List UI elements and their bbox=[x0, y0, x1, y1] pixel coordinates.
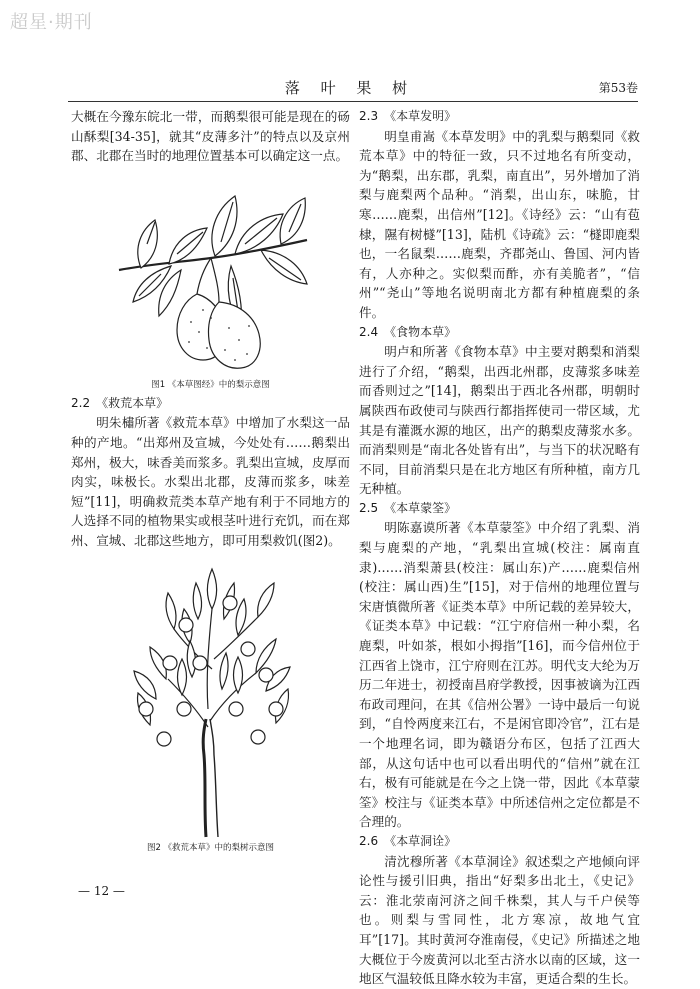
paragraph: 清沈穆所著《本草洞诠》叙述梨之产地倾向评论性与援引旧典，指出“好梨多出北土，《史记》云：淮北荥南河济之间千株梨，其人与千户侯等也。则梨与雪同性，北方寒凉，故地气宜耳”[17]。其时黄河夺淮南侵，《史记》所描述之地大概位于今废黄河以北至古济水以南的区域，这一地区气温较低且降水较为丰富，更适合梨的生长。 bbox=[359, 853, 640, 987]
section-heading: 2.3 《本草发明》 bbox=[359, 109, 457, 123]
watermark-logo: 超星·期刊 bbox=[10, 12, 93, 33]
figure-1-caption: 图1 《本草图经》中的梨示意图 bbox=[151, 379, 270, 390]
paragraph: 明陈嘉谟所著《本草蒙筌》中介绍了乳梨、消梨与鹿梨的产地，“乳梨出宣城(校注：属南直隶)……消梨萧县(校注：属山东)产……鹿梨信州(校注：属山西)生”[15]，对于信州的地理位置与宋唐慎微所著《证类本草》中所记载的差异较大，《证类本草》中记载：“江宁府信州一种小梨，名鹿梨，叶如茶，根如小拇指”[16]，而今信州位于江西省上饶市，江宁府则在江苏。明代支大纶为万历二年进士，初授南昌府学教授，因事被谪为江西布政司理问，在其《信州公署》一诗中最后一句说到，“自怜两度来江右，不是闲官即冷官”，江右是一个地理名词，即为赣语分布区，包括了江西大部，从这句话中也可以看出明代的“信州”就在江右，极有可能就是在今之上饶一带，因此《本草蒙筌》校注与《证类本草》中所述信州之定位都是不合理的。 bbox=[359, 520, 640, 830]
figure-2 bbox=[71, 559, 350, 855]
header-rule bbox=[68, 101, 638, 102]
section-heading: 2.5 《本草蒙筌》 bbox=[359, 500, 457, 515]
left-column bbox=[71, 107, 350, 857]
section-heading: 2.2 《救荒本草》 bbox=[71, 395, 169, 410]
paragraph: 明皇甫嵩《本草发明》中的乳梨与鹅梨同《救荒本草》中的特征一致，只不过地名有所变动，为“鹅梨，出东郡，乳梨，南直出”，另外增加了消梨与鹿梨两个品种。“消梨，出山东，味脆，甘寒……鹿梨，出信州”[12]。《诗经》云：“山有苞棣，隰有树檖”[13]，陆机《诗疏》云：“檖即鹿梨也，一名鼠梨……鹿梨，齐郡尧山、鲁国、河内皆有，人亦种之。实似梨而酢，亦有美脆者”，“信州”“尧山”等地名说明南北方都有种植鹿梨的条件。 bbox=[359, 128, 640, 320]
pear-branch-illustration bbox=[111, 178, 311, 376]
page-number: — 12 — bbox=[78, 884, 125, 898]
paragraph: 明朱橚所著《救荒本草》中增加了水梨这一品种的产地。“出郑州及宣城，今处处有……鹅梨出郑州，极大，味香美而浆多。乳梨出宣城，皮厚而肉实，味极长。水梨出北郡，皮薄而浆多，味差短”[11]，明确救荒类本草产地有利于不同地方的人选择不同的植物果实或根茎叶进行充饥，而在郑州、宣城、北郡这些地方，即可用梨救饥(图2)。 bbox=[71, 415, 350, 548]
section-heading: 2.6 《本草洞诠》 bbox=[359, 833, 457, 848]
running-title: 落 叶 果 树 bbox=[284, 79, 416, 97]
figure-2-caption: 图2 《救荒本草》中的梨树示意图 bbox=[146, 842, 275, 853]
figure-1 bbox=[71, 178, 350, 392]
paragraph: 大概在今豫东皖北一带，而鹅梨很可能是现在的砀山酥梨[34-35]，就其“皮薄多汁”的特点以及京州郡、北郡在当时的地理位置基本可以确定这一点。 bbox=[71, 109, 350, 164]
right-column bbox=[359, 107, 640, 989]
pear-tree-illustration bbox=[126, 559, 296, 839]
section-heading: 2.4 《食物本草》 bbox=[359, 324, 457, 339]
paragraph: 明卢和所著《食物本草》中主要对鹅梨和消梨进行了介绍，“鹅梨，出西北州郡，皮薄浆多味差而香则过之”[14]，鹅梨出于西北各州郡，明朝时属陕西布政使司与陕西行都指挥使司一带区域，尤其是有灌溉水源的地区，出产的鹅梨皮薄浆水多。而消梨则是“南北各处皆有出”，与当下的状况略有不同，目前消梨只是在北方地区有所种植，南方几无种植。 bbox=[359, 344, 640, 497]
volume-label: 第53卷 bbox=[598, 81, 638, 95]
